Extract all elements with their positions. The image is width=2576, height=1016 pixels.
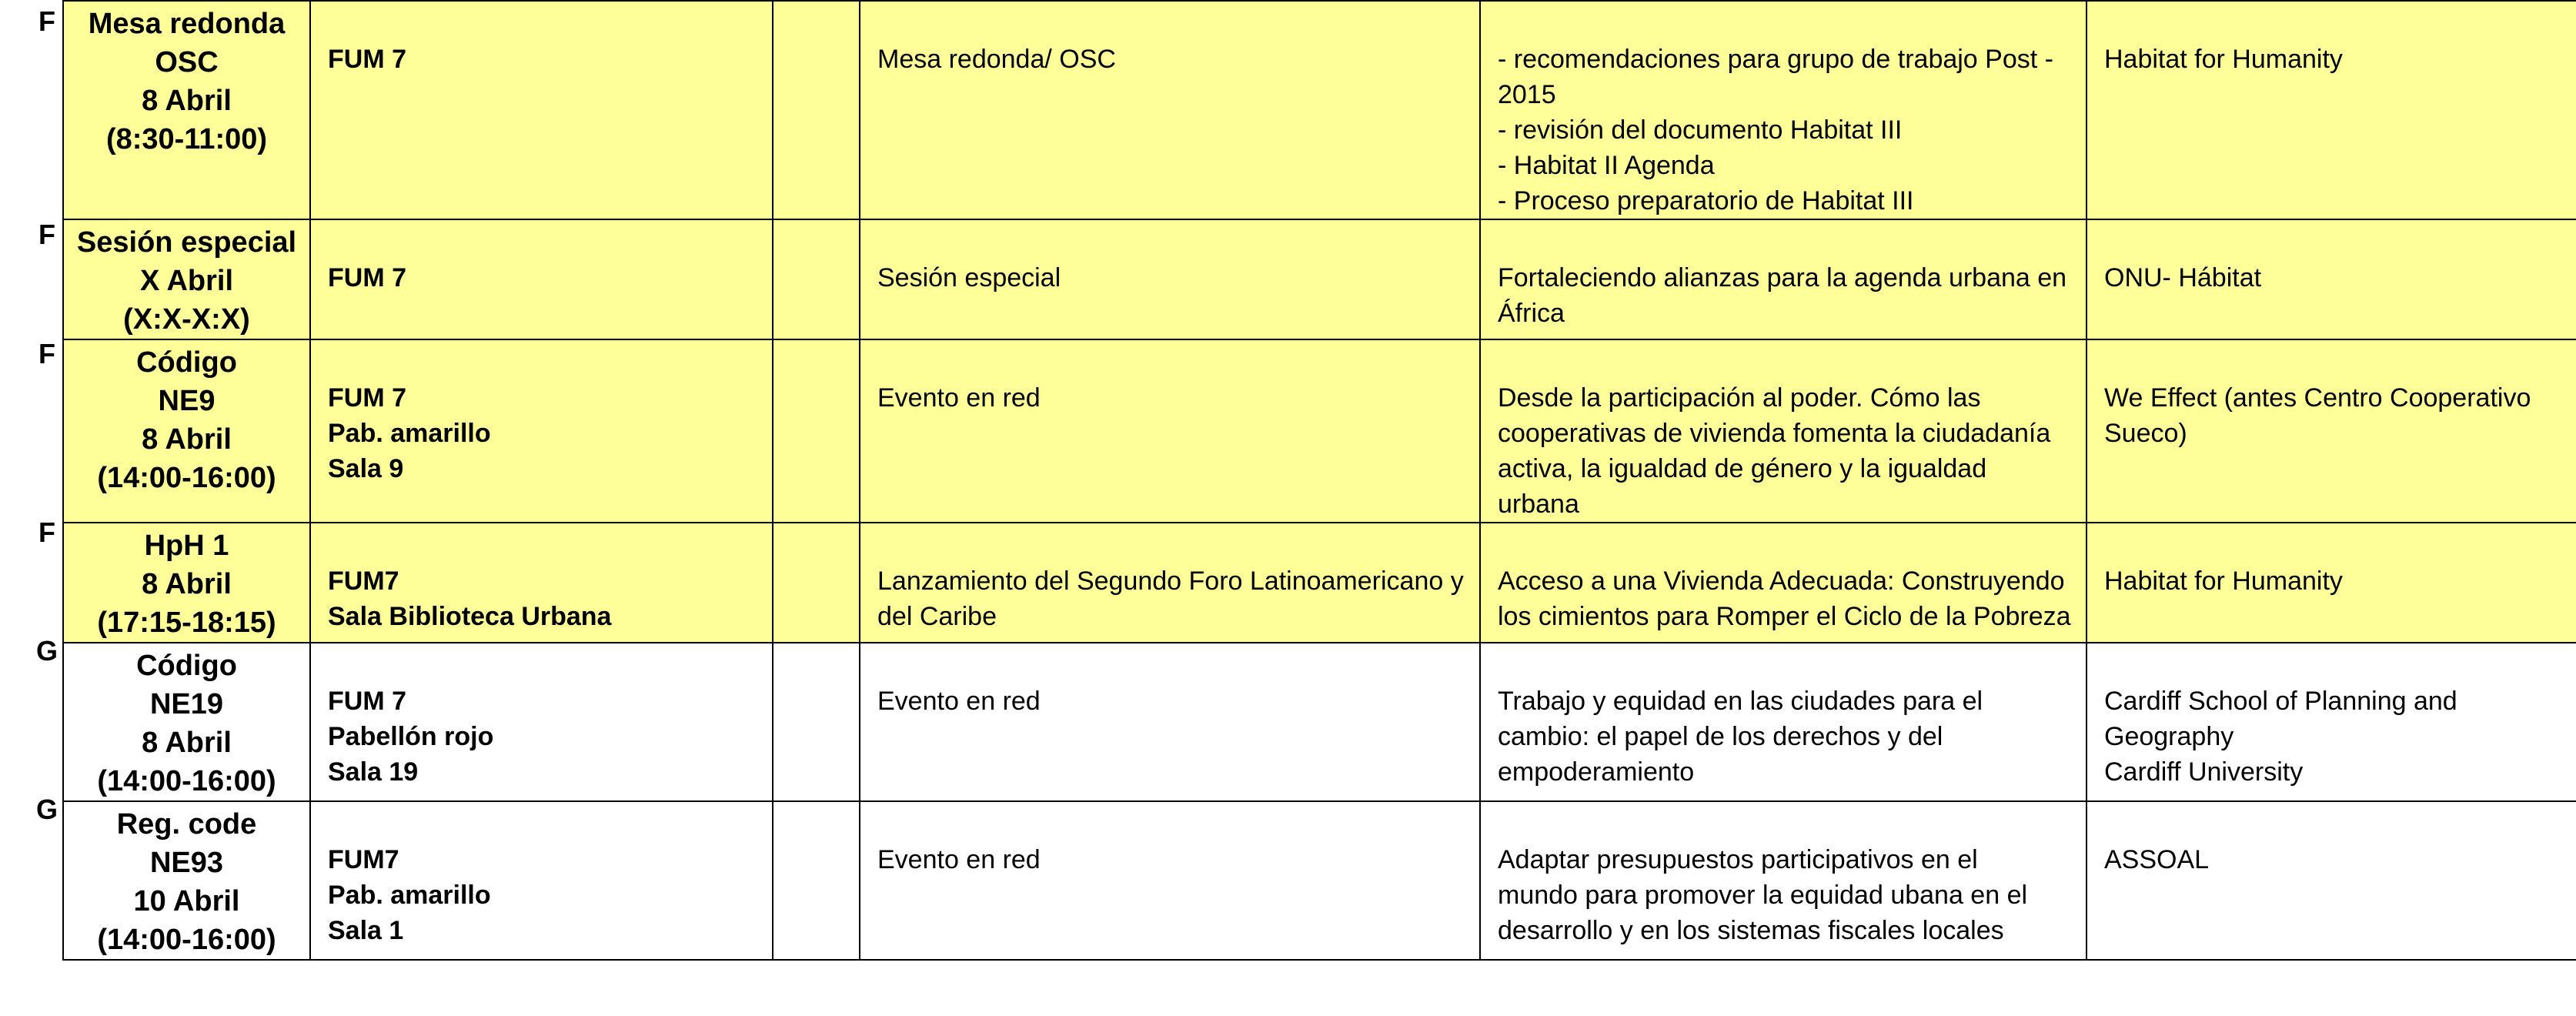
table-row bbox=[63, 339, 2576, 523]
blank-cell bbox=[773, 643, 860, 801]
organizer-cell: ASSOAL bbox=[2087, 801, 2576, 960]
blank-cell bbox=[773, 1, 860, 219]
event-title-cell: Adaptar presupuestos participativos en el mundo para promover la equidad ubana en el desarrollo y en los sistemas fiscales locales bbox=[1480, 801, 2087, 960]
date-cell: Sesión especial X Abril (X:X-X:X) bbox=[63, 219, 310, 339]
organizer-cell: ONU- Hábitat bbox=[2087, 219, 2576, 339]
row-marker: F bbox=[38, 338, 55, 369]
blank-cell bbox=[773, 219, 860, 339]
location-cell: FUM 7 bbox=[310, 1, 773, 219]
row-marker: G bbox=[35, 794, 58, 825]
organizer-cell: Habitat for Humanity bbox=[2087, 523, 2576, 643]
location-cell: FUM 7 Pabellón rojo Sala 19 bbox=[310, 643, 773, 801]
location-cell: FUM 7 Pab. amarillo Sala 9 bbox=[310, 339, 773, 523]
date-cell: HpH 1 8 Abril (17:15-18:15) bbox=[63, 523, 310, 643]
organizer-cell: Habitat for Humanity bbox=[2087, 1, 2576, 219]
event-type-cell: Mesa redonda/ OSC bbox=[860, 1, 1480, 219]
event-title-cell: Fortaleciendo alianzas para la agenda urbana en África bbox=[1480, 219, 2087, 339]
event-title-cell: Acceso a una Vivienda Adecuada: Construyendo los cimientos para Romper el Ciclo de la Pobreza bbox=[1480, 523, 2087, 643]
event-type-cell: Lanzamiento del Segundo Foro Latinoamericano y del Caribe bbox=[860, 523, 1480, 643]
table-row bbox=[63, 801, 2576, 960]
table-row bbox=[63, 523, 2576, 643]
event-type-cell: Sesión especial bbox=[860, 219, 1480, 339]
table-row bbox=[63, 219, 2576, 339]
blank-cell bbox=[773, 801, 860, 960]
event-type-cell: Evento en red bbox=[860, 643, 1480, 801]
location-cell: FUM7 Sala Biblioteca Urbana bbox=[310, 523, 773, 643]
date-cell: Mesa redonda OSC 8 Abril (8:30-11:00) bbox=[63, 1, 310, 219]
organizer-cell: We Effect (antes Centro Cooperativo Sueco) bbox=[2087, 339, 2576, 523]
event-title-cell: Trabajo y equidad en las ciudades para el cambio: el papel de los derechos y del empoderamiento bbox=[1480, 643, 2087, 801]
location-cell: FUM7 Pab. amarillo Sala 1 bbox=[310, 801, 773, 960]
date-cell: Reg. code NE93 10 Abril (14:00-16:00) bbox=[63, 801, 310, 960]
date-cell: Código NE9 8 Abril (14:00-16:00) bbox=[63, 339, 310, 523]
events-table bbox=[62, 0, 2576, 961]
organizer-cell: Cardiff School of Planning and Geography Cardiff University bbox=[2087, 643, 2576, 801]
event-type-cell: Evento en red bbox=[860, 801, 1480, 960]
row-marker: G bbox=[35, 635, 58, 667]
location-cell: FUM 7 bbox=[310, 219, 773, 339]
row-marker: F bbox=[38, 219, 55, 250]
blank-cell bbox=[773, 523, 860, 643]
row-marker: F bbox=[38, 5, 55, 37]
row-marker: F bbox=[38, 516, 55, 548]
table-row bbox=[63, 643, 2576, 801]
event-title-cell: Desde la participación al poder. Cómo las cooperativas de vivienda fomenta la ciudadanía activa, la igualdad de género y la igualdad urbana bbox=[1480, 339, 2087, 523]
event-type-cell: Evento en red bbox=[860, 339, 1480, 523]
table-row bbox=[63, 1, 2576, 219]
date-cell: Código NE19 8 Abril (14:00-16:00) bbox=[63, 643, 310, 801]
blank-cell bbox=[773, 339, 860, 523]
event-title-cell: - recomendaciones para grupo de trabajo Post - 2015 - revisión del documento Habitat III - Habitat II Agenda - Proceso preparatorio de Habitat III bbox=[1480, 1, 2087, 219]
